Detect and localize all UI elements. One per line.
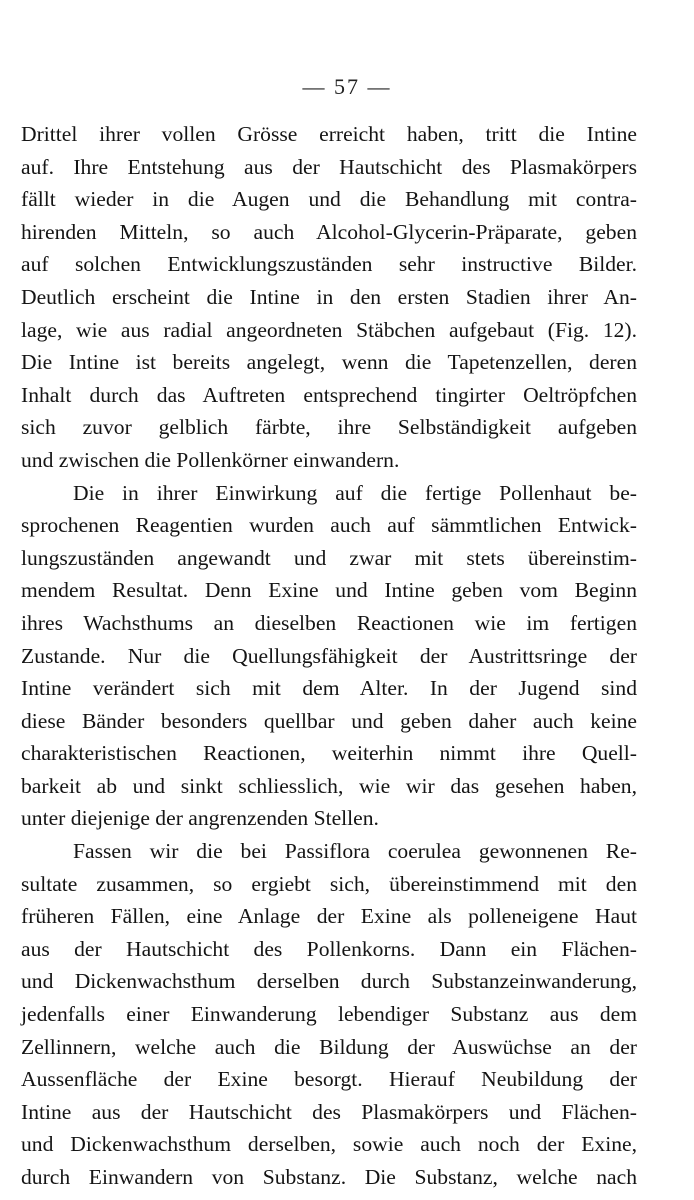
text-line: Deutlich erscheint die Intine in den ersten Stadien ihrer An-	[21, 284, 637, 309]
text-line: Inhalt durch das Auftreten entsprechend tingirter Oeltröpfchen	[21, 382, 637, 407]
text-line: Drittel ihrer vollen Grösse erreicht haben, tritt die Intine	[21, 122, 637, 146]
text-line: und zwischen die Pollenkörner einwandern.	[21, 447, 400, 472]
text-line: jedenfalls einer Einwanderung lebendiger Substanz aus dem	[21, 1002, 637, 1027]
text-line: mendem Resultat. Denn Exine und Intine geben vom Beginn	[21, 578, 637, 603]
text-line: Fassen wir die bei Passiflora coerulea gewonnenen Re-	[73, 839, 637, 864]
text-line: Intine verändert sich mit dem Alter. In der Jugend sind	[21, 676, 637, 701]
text-line: sich zuvor gelblich färbte, ihre Selbständigkeit aufgeben	[21, 415, 637, 440]
text-line: fällt wieder in die Augen und die Behandlung mit contra-	[21, 187, 637, 212]
text-line: früheren Fällen, eine Anlage der Exine als polleneigene Haut	[21, 904, 637, 929]
text-line: auf solchen Entwicklungszuständen sehr instructive Bilder.	[21, 252, 637, 277]
text-line: Zellinnern, welche auch die Bildung der Auswüchse an der	[21, 1034, 637, 1059]
text-line: auf. Ihre Entstehung aus der Hautschicht des Plasmakörpers	[21, 154, 637, 179]
text-line: diese Bänder besonders quellbar und geben daher auch keine	[21, 708, 637, 733]
text-line: und Dickenwachsthum derselben durch Substanzeinwanderung,	[21, 969, 637, 994]
text-line: charakteristischen Reactionen, weiterhin nimmt ihre Quell-	[21, 741, 637, 766]
text-line: hirenden Mitteln, so auch Alcohol-Glycerin-Präparate, geben	[21, 219, 637, 244]
text-line: Die in ihrer Einwirkung auf die fertige Pollenhaut be-	[73, 480, 637, 505]
text-line: aus der Hautschicht des Pollenkorns. Dann ein Flächen-	[21, 936, 637, 961]
page-number: — 57 —	[302, 74, 392, 99]
text-line: barkeit ab und sinkt schliesslich, wie wir das gesehen haben,	[21, 773, 637, 798]
text-line: und Dickenwachsthum derselben, sowie auch noch der Exine,	[21, 1132, 637, 1157]
text-line: Aussenfläche der Exine besorgt. Hierauf Neubildung der	[21, 1067, 637, 1092]
text-line: sprochenen Reagentien wurden auch auf sämmtlichen Entwick-	[21, 513, 637, 538]
text-line: lage, wie aus radial angeordneten Stäbchen aufgebaut (Fig. 12).	[21, 317, 637, 342]
text-line: lungszuständen angewandt und zwar mit stets übereinstim-	[21, 545, 637, 570]
paragraph	[21, 118, 637, 477]
text-line: sultate zusammen, so ergiebt sich, übereinstimmend mit den	[21, 871, 637, 896]
text-line: durch Einwandern von Substanz. Die Substanz, welche nach	[21, 1165, 637, 1189]
text-line: Intine aus der Hautschicht des Plasmakörpers und Flächen-	[21, 1099, 637, 1124]
text-line: ihres Wachsthums an dieselben Reactionen wie im fertigen	[21, 610, 637, 635]
text-line: Zustande. Nur die Quellungsfähigkeit der Austrittsringe der	[21, 643, 637, 668]
paragraph	[21, 477, 637, 836]
body-text	[21, 118, 637, 1194]
paragraph	[21, 835, 637, 1194]
text-line: unter diejenige der angrenzenden Stellen.	[21, 806, 379, 831]
text-line: Die Intine ist bereits angelegt, wenn die Tapetenzellen, deren	[21, 350, 637, 375]
